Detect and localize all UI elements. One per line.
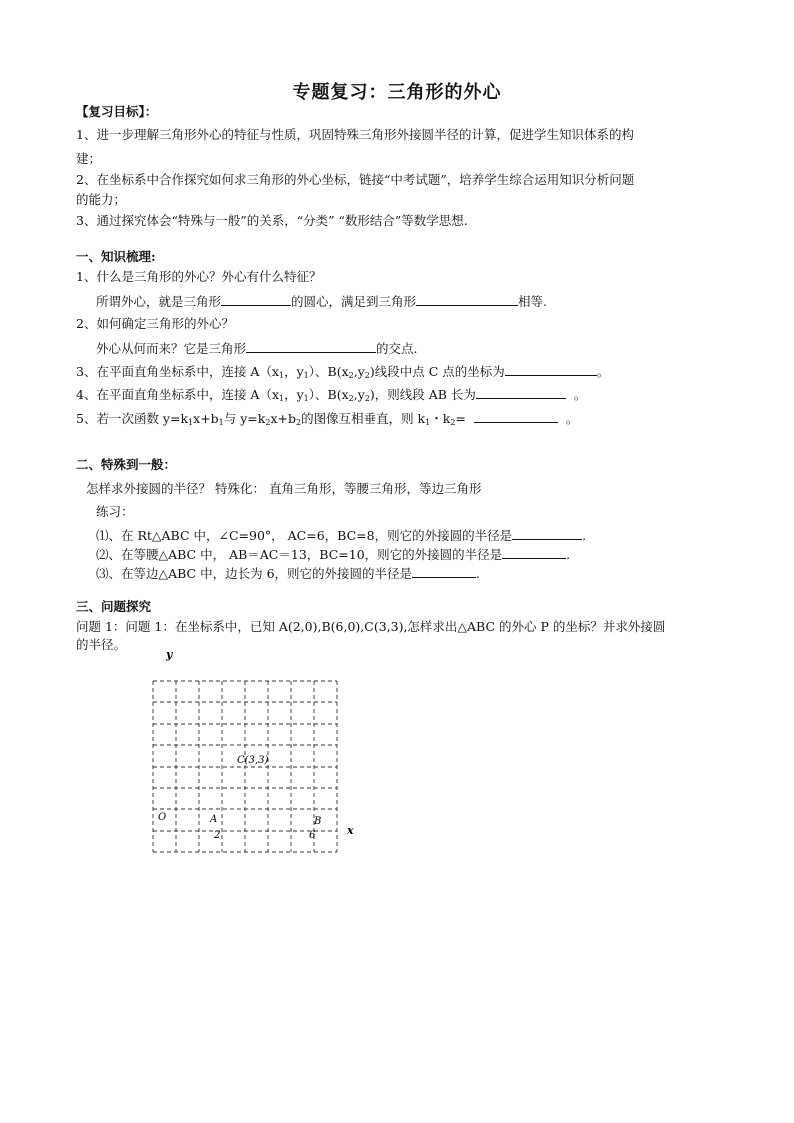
coordinate-grid xyxy=(150,646,370,861)
exercise-2: ⑵、在等腰△ABC 中， AB＝AC＝13，BC=10，则它的外接圆的半径是 . xyxy=(96,547,571,562)
answer-blank[interactable] xyxy=(246,340,376,353)
page-title: 专题复习：三角形的外心 xyxy=(292,82,502,103)
section3-heading: 三、问题探究 xyxy=(76,599,152,614)
question-3: 3、在平面直角坐标系中，连接 $A(x_1$，$y_1$）、$B(x_2,y_2)$线段中点 C 点的坐标为 。 xyxy=(76,364,610,380)
x-axis-label: x xyxy=(347,824,354,837)
answer-blank[interactable] xyxy=(502,546,566,559)
answer-blank[interactable] xyxy=(474,410,558,423)
point-a-label: A xyxy=(210,814,218,825)
y-axis-label: y xyxy=(166,648,173,661)
answer-blank[interactable] xyxy=(505,363,597,376)
question-1-answer: 所谓外心，就是三角形 的圆心，满足到三角形 相等. xyxy=(96,294,548,309)
answer-blank[interactable] xyxy=(416,293,518,306)
question-5: 5、若一次函数 $y=k_1x+b_1$与 $y=k_2x+b_2$的图像互相垂直，则 $k_1$・$k_2=$ 。 xyxy=(76,411,579,427)
answer-blank[interactable] xyxy=(221,293,291,306)
exercise-1: ⑴、在 Rt△ABC 中，∠C=90°， AC=6，BC=8，则它的外接圆的半径是 . xyxy=(96,528,587,543)
answer-blank[interactable] xyxy=(476,386,566,399)
objective-line-5: 3、通过探究体会“特殊与一般”的关系，“分类” “数形结合”等数学思想. xyxy=(76,213,468,228)
coordinate-grid-figure xyxy=(150,646,370,861)
question-2: 2、如何确定三角形的外心？ xyxy=(76,316,234,331)
objective-line-4: 的能力； xyxy=(76,192,127,207)
point-c-label: C(3,3) xyxy=(237,755,269,766)
exercise-3: ⑶、在等边△ABC 中，边长为 6，则它的外接圆的半径是 . xyxy=(96,566,481,581)
section1-heading: 一、知识梳理: xyxy=(76,249,156,264)
answer-blank[interactable] xyxy=(512,527,582,540)
question-2-answer: 外心从何而来？它是三角形 的交点. xyxy=(96,341,418,356)
tick-label-2: 2 xyxy=(214,830,221,841)
objective-line-1: 1、进一步理解三角形外心的特征与性质，巩固特殊三角形外接圆半径的计算，促进学生知识体系的构 xyxy=(76,127,634,142)
objective-line-2: 建； xyxy=(76,151,102,166)
section2-heading: 二、特殊到一般： xyxy=(76,457,177,472)
practice-label: 练习： xyxy=(96,504,134,519)
point-b-label: B xyxy=(314,816,322,827)
objective-line-3: 2、在坐标系中合作探究如何求三角形的外心坐标，链接“中考试题”，培养学生综合运用知识分析问题 xyxy=(76,172,635,187)
problem-1-line-1: 问题 1：问题 1：在坐标系中，已知 A(2,0),B(6,0),C(3,3),怎样求出△ABC 的外心 P 的坐标？并求外接圆 xyxy=(76,619,666,634)
answer-blank[interactable] xyxy=(412,565,476,578)
grid-lines xyxy=(153,681,337,852)
objectives-heading: 【复习目标】： xyxy=(76,104,158,119)
question-4: 4、在平面直角坐标系中，连接 $A(x_1$，$y_1$）、$B(x_2,y_2)$，则线段 AB 长为 。 xyxy=(76,387,587,403)
question-1: 1、什么是三角形的外心？外心有什么特征？ xyxy=(76,269,322,284)
section2-intro: 怎样求外接圆的半径？ 特殊化： 直角三角形，等腰三角形，等边三角形 xyxy=(86,481,482,496)
problem-1-line-2: 的半径。 xyxy=(76,637,127,652)
origin-label: O xyxy=(158,812,167,823)
tick-label-6: 6 xyxy=(309,830,316,841)
